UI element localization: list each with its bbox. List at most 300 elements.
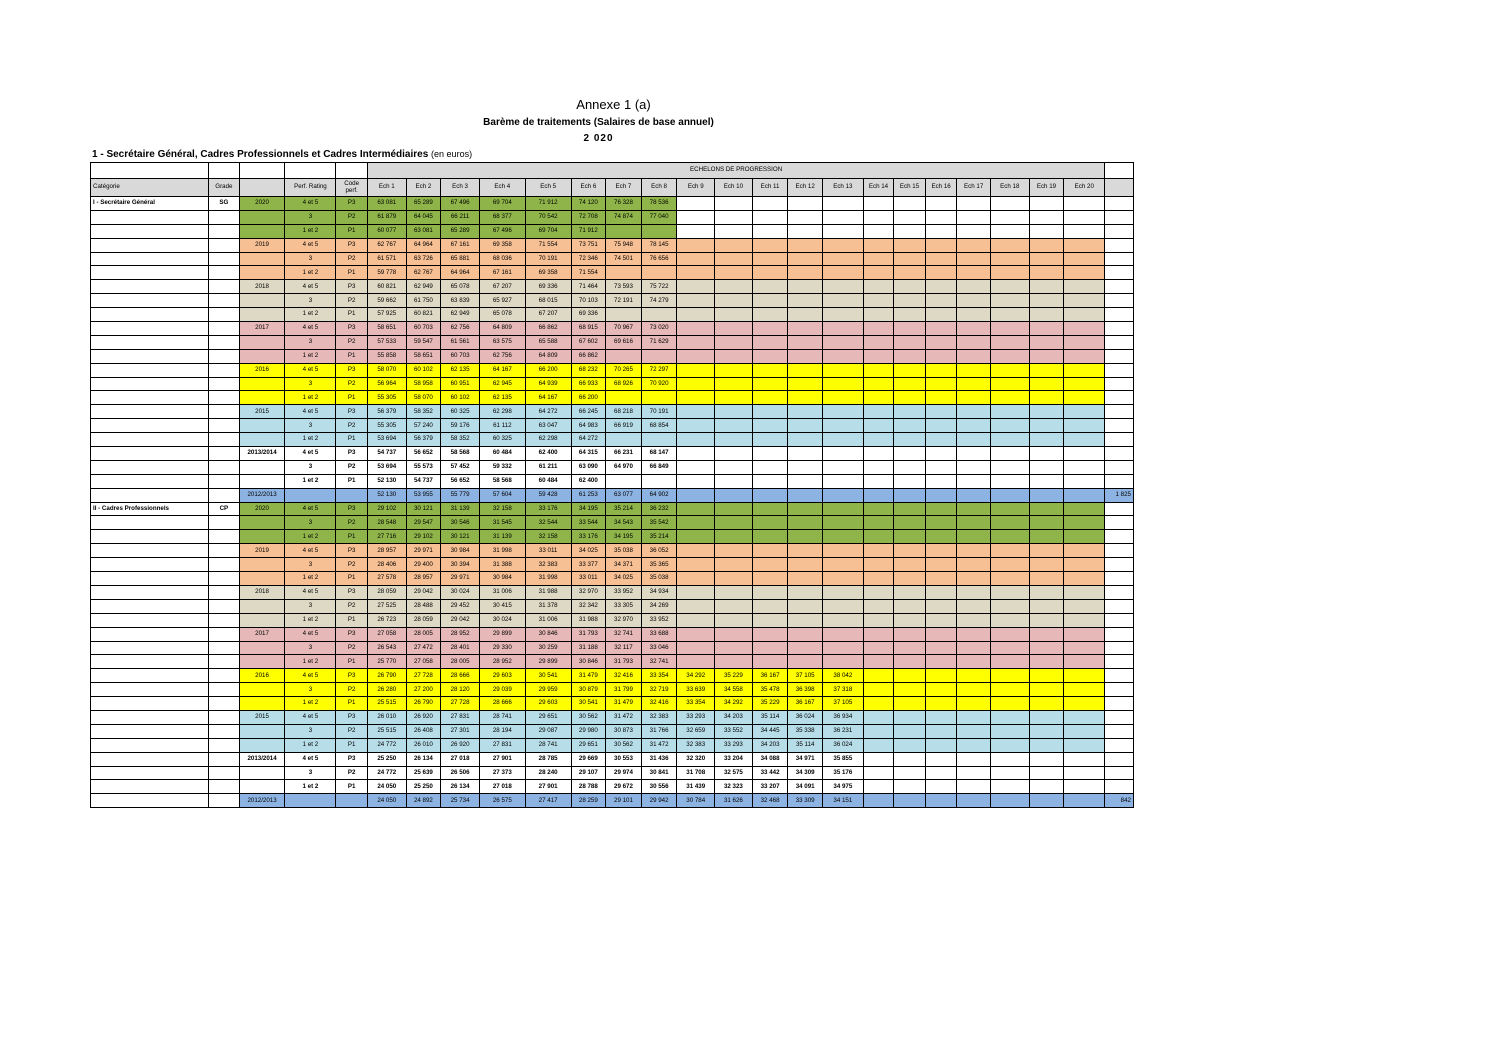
perf-code-cell xyxy=(336,488,368,502)
echelon-value-cell xyxy=(1029,530,1064,544)
echelon-value-cell: 25 250 xyxy=(367,752,406,766)
column-header: Ech 12 xyxy=(788,179,823,197)
echelon-value-cell: 58 958 xyxy=(406,377,441,391)
echelon-value-cell xyxy=(677,530,715,544)
echelon-value-cell xyxy=(788,585,823,599)
echelon-value-cell xyxy=(1029,544,1064,558)
echelon-value-cell: 69 704 xyxy=(479,197,525,211)
echelon-value-cell: 66 200 xyxy=(571,391,606,405)
echelon-value-cell: 34 543 xyxy=(606,516,642,530)
echelon-value-cell: 60 102 xyxy=(441,391,480,405)
category-cell xyxy=(91,697,209,711)
header-blank-cell xyxy=(336,163,368,179)
echelon-value-cell xyxy=(677,238,715,252)
category-cell xyxy=(91,669,209,683)
grade-cell xyxy=(209,683,240,697)
echelon-value-cell xyxy=(822,447,863,461)
echelon-value-cell xyxy=(894,641,926,655)
echelon-value-cell xyxy=(788,349,823,363)
echelon-value-cell xyxy=(925,655,957,669)
grade-cell xyxy=(209,280,240,294)
echelon-value-cell xyxy=(894,724,926,738)
column-header: Grade xyxy=(209,179,240,197)
echelon-value-cell xyxy=(863,697,894,711)
echelon-value-cell xyxy=(1064,433,1105,447)
echelon-value-cell xyxy=(925,697,957,711)
echelon-value-cell: 74 279 xyxy=(641,294,677,308)
echelon-value-cell: 63 575 xyxy=(479,335,525,349)
echelon-value-cell: 30 541 xyxy=(571,697,606,711)
echelon-value-cell xyxy=(677,585,715,599)
column-header: Ech 13 xyxy=(822,179,863,197)
echelon-value-cell: 26 920 xyxy=(406,710,441,724)
echelon-value-cell xyxy=(1064,766,1105,780)
echelon-value-cell xyxy=(925,280,957,294)
year-cell: 2013/2014 xyxy=(239,447,285,461)
perf-code-cell xyxy=(336,794,368,808)
echelon-value-cell: 58 070 xyxy=(406,391,441,405)
table-row xyxy=(91,780,1134,794)
echelon-value-cell: 28 240 xyxy=(525,766,571,780)
document-title: Annexe 1 (a) xyxy=(576,97,651,112)
difference-cell xyxy=(1105,252,1134,266)
echelon-value-cell: 67 496 xyxy=(479,224,525,238)
echelon-value-cell: 28 741 xyxy=(479,710,525,724)
grade-cell xyxy=(209,377,240,391)
echelon-value-cell xyxy=(894,572,926,586)
echelon-value-cell: 30 553 xyxy=(606,752,642,766)
echelon-value-cell: 36 167 xyxy=(788,697,823,711)
echelon-value-cell xyxy=(863,502,894,516)
echelon-value-cell xyxy=(957,544,991,558)
echelon-value-cell xyxy=(894,322,926,336)
echelon-value-cell xyxy=(677,474,715,488)
category-cell xyxy=(91,752,209,766)
column-header: Ech 15 xyxy=(894,179,926,197)
echelon-value-cell xyxy=(822,627,863,641)
category-cell xyxy=(91,377,209,391)
echelon-value-cell xyxy=(1064,530,1105,544)
echelon-value-cell xyxy=(788,308,823,322)
echelon-value-cell: 28 488 xyxy=(406,599,441,613)
echelon-value-cell: 29 042 xyxy=(441,613,480,627)
grade-cell xyxy=(209,780,240,794)
echelon-value-cell: 35 338 xyxy=(788,724,823,738)
echelon-value-cell: 33 293 xyxy=(715,738,753,752)
echelon-value-cell: 28 952 xyxy=(479,655,525,669)
echelon-value-cell xyxy=(957,585,991,599)
echelon-value-cell: 66 919 xyxy=(606,419,642,433)
echelon-value-cell xyxy=(715,391,753,405)
perf-code-cell: P3 xyxy=(336,544,368,558)
echelon-value-cell: 32 416 xyxy=(606,669,642,683)
grade-cell xyxy=(209,224,240,238)
echelon-value-cell: 68 147 xyxy=(641,447,677,461)
echelon-value-cell: 58 070 xyxy=(367,363,406,377)
echelon-value-cell xyxy=(822,641,863,655)
echelon-value-cell xyxy=(1029,752,1064,766)
echelon-value-cell xyxy=(957,683,991,697)
echelon-value-cell: 26 543 xyxy=(367,641,406,655)
echelon-value-cell: 28 406 xyxy=(367,558,406,572)
echelon-value-cell xyxy=(1064,613,1105,627)
echelon-value-cell xyxy=(715,488,753,502)
echelon-value-cell xyxy=(677,280,715,294)
header-blank-cell xyxy=(209,163,240,179)
echelon-value-cell: 57 533 xyxy=(367,335,406,349)
echelon-value-cell: 32 416 xyxy=(641,697,677,711)
column-header: Ech 20 xyxy=(1064,179,1105,197)
echelon-value-cell xyxy=(1029,558,1064,572)
echelon-value-cell: 31 139 xyxy=(441,502,480,516)
echelon-value-cell xyxy=(990,266,1029,280)
echelon-value-cell xyxy=(606,224,642,238)
echelon-value-cell: 35 176 xyxy=(822,766,863,780)
category-cell xyxy=(91,766,209,780)
column-header: Ech 2 xyxy=(406,179,441,197)
echelon-value-cell xyxy=(715,516,753,530)
echelon-value-cell: 29 651 xyxy=(525,710,571,724)
echelon-value-cell xyxy=(788,516,823,530)
echelon-value-cell: 58 568 xyxy=(479,474,525,488)
category-cell xyxy=(91,724,209,738)
echelon-value-cell xyxy=(863,669,894,683)
echelon-value-cell: 64 045 xyxy=(406,210,441,224)
echelon-value-cell: 71 912 xyxy=(571,224,606,238)
echelon-value-cell xyxy=(894,294,926,308)
echelon-value-cell: 33 204 xyxy=(715,752,753,766)
echelon-value-cell: 57 240 xyxy=(406,419,441,433)
echelon-value-cell: 59 662 xyxy=(367,294,406,308)
echelon-value-cell: 65 881 xyxy=(441,252,480,266)
table-row xyxy=(91,794,1134,808)
echelon-value-cell xyxy=(863,419,894,433)
echelon-value-cell: 62 767 xyxy=(406,266,441,280)
perf-rating-cell: 1 et 2 xyxy=(285,530,336,544)
echelon-value-cell xyxy=(925,724,957,738)
echelon-value-cell: 35 229 xyxy=(715,669,753,683)
echelon-value-cell xyxy=(925,641,957,655)
difference-cell xyxy=(1105,405,1134,419)
grade-cell xyxy=(209,363,240,377)
echelon-value-cell: 36 231 xyxy=(822,724,863,738)
echelon-value-cell xyxy=(752,308,788,322)
table-row xyxy=(91,391,1134,405)
column-header xyxy=(1105,179,1134,197)
echelon-value-cell xyxy=(894,280,926,294)
echelon-value-cell xyxy=(752,433,788,447)
echelon-value-cell: 29 899 xyxy=(525,655,571,669)
echelon-value-cell xyxy=(957,377,991,391)
echelon-value-cell: 64 939 xyxy=(525,377,571,391)
echelon-value-cell: 52 130 xyxy=(367,488,406,502)
echelon-value-cell xyxy=(1029,349,1064,363)
echelon-value-cell: 27 728 xyxy=(406,669,441,683)
echelon-value-cell xyxy=(957,433,991,447)
echelon-value-cell: 28 741 xyxy=(525,738,571,752)
perf-code-cell: P1 xyxy=(336,433,368,447)
echelon-value-cell: 62 945 xyxy=(479,377,525,391)
echelon-value-cell xyxy=(641,308,677,322)
grade-cell xyxy=(209,294,240,308)
echelon-value-cell: 56 652 xyxy=(441,474,480,488)
echelon-value-cell: 34 292 xyxy=(715,697,753,711)
grade-cell: SG xyxy=(209,197,240,211)
echelon-value-cell xyxy=(1029,419,1064,433)
echelon-value-cell: 28 120 xyxy=(441,683,480,697)
echelon-value-cell xyxy=(641,266,677,280)
echelon-value-cell xyxy=(752,391,788,405)
echelon-value-cell xyxy=(788,447,823,461)
echelon-value-cell xyxy=(752,460,788,474)
echelon-value-cell xyxy=(957,599,991,613)
echelon-value-cell: 34 292 xyxy=(677,669,715,683)
echelon-value-cell: 30 541 xyxy=(525,669,571,683)
echelon-value-cell xyxy=(788,391,823,405)
difference-cell xyxy=(1105,224,1134,238)
perf-code-cell: P1 xyxy=(336,224,368,238)
echelon-value-cell xyxy=(1029,669,1064,683)
grade-cell xyxy=(209,308,240,322)
echelon-value-cell: 29 669 xyxy=(571,752,606,766)
year-cell: 2020 xyxy=(239,502,285,516)
echelon-value-cell: 30 846 xyxy=(525,627,571,641)
echelon-value-cell: 71 464 xyxy=(571,280,606,294)
echelon-value-cell xyxy=(1064,752,1105,766)
echelon-value-cell: 31 006 xyxy=(525,613,571,627)
echelon-value-cell xyxy=(957,419,991,433)
perf-rating-cell: 4 et 5 xyxy=(285,585,336,599)
echelon-value-cell xyxy=(788,419,823,433)
echelon-value-cell xyxy=(894,405,926,419)
perf-rating-cell: 3 xyxy=(285,516,336,530)
echelon-value-cell: 30 259 xyxy=(525,641,571,655)
difference-cell xyxy=(1105,613,1134,627)
echelon-value-cell xyxy=(822,558,863,572)
echelon-value-cell: 28 666 xyxy=(441,669,480,683)
perf-code-cell: P1 xyxy=(336,738,368,752)
echelon-value-cell xyxy=(863,238,894,252)
echelon-value-cell xyxy=(1064,474,1105,488)
echelon-value-cell xyxy=(822,516,863,530)
echelon-value-cell xyxy=(894,308,926,322)
echelon-value-cell xyxy=(990,655,1029,669)
table-row xyxy=(91,335,1134,349)
difference-cell xyxy=(1105,294,1134,308)
difference-cell xyxy=(1105,516,1134,530)
echelon-value-cell xyxy=(925,419,957,433)
echelon-value-cell: 72 346 xyxy=(571,252,606,266)
echelon-value-cell xyxy=(894,516,926,530)
echelon-value-cell: 64 809 xyxy=(525,349,571,363)
echelon-value-cell: 33 354 xyxy=(641,669,677,683)
column-header: Ech 10 xyxy=(715,179,753,197)
echelon-value-cell xyxy=(752,641,788,655)
echelon-value-cell: 55 779 xyxy=(441,488,480,502)
echelon-value-cell xyxy=(822,363,863,377)
category-cell xyxy=(91,266,209,280)
perf-rating-cell: 3 xyxy=(285,599,336,613)
echelon-value-cell xyxy=(715,447,753,461)
echelon-value-cell: 65 078 xyxy=(441,280,480,294)
echelon-value-cell xyxy=(925,599,957,613)
echelon-value-cell: 31 799 xyxy=(606,683,642,697)
echelon-value-cell xyxy=(925,488,957,502)
echelon-value-cell: 31 793 xyxy=(606,655,642,669)
echelon-value-cell xyxy=(894,224,926,238)
column-header: Ech 8 xyxy=(641,179,677,197)
echelon-value-cell xyxy=(894,655,926,669)
echelon-value-cell: 60 821 xyxy=(406,308,441,322)
document-year: 2 020 xyxy=(583,133,614,144)
category-cell xyxy=(91,738,209,752)
perf-rating-cell: 1 et 2 xyxy=(285,266,336,280)
year-cell xyxy=(239,335,285,349)
table-row xyxy=(91,447,1134,461)
echelon-value-cell: 31 439 xyxy=(677,780,715,794)
echelon-value-cell: 28 401 xyxy=(441,641,480,655)
echelon-value-cell xyxy=(822,322,863,336)
grade-cell xyxy=(209,419,240,433)
echelon-value-cell xyxy=(990,474,1029,488)
echelon-value-cell: 64 167 xyxy=(525,391,571,405)
echelon-value-cell xyxy=(894,738,926,752)
table-row xyxy=(91,627,1134,641)
column-header: Ech 11 xyxy=(752,179,788,197)
echelon-value-cell: 73 593 xyxy=(606,280,642,294)
echelon-value-cell xyxy=(788,197,823,211)
echelon-value-cell xyxy=(715,585,753,599)
echelon-value-cell xyxy=(677,322,715,336)
echelon-value-cell xyxy=(822,335,863,349)
difference-cell xyxy=(1105,599,1134,613)
echelon-value-cell xyxy=(1064,683,1105,697)
echelon-value-cell xyxy=(990,683,1029,697)
echelon-value-cell: 64 964 xyxy=(441,266,480,280)
category-cell xyxy=(91,224,209,238)
echelon-value-cell xyxy=(957,197,991,211)
echelon-value-cell xyxy=(715,433,753,447)
echelon-value-cell: 75 722 xyxy=(641,280,677,294)
echelon-value-cell: 25 770 xyxy=(367,655,406,669)
perf-code-cell: P3 xyxy=(336,238,368,252)
echelon-value-cell xyxy=(677,294,715,308)
echelon-value-cell: 63 090 xyxy=(571,460,606,474)
echelon-value-cell: 27 058 xyxy=(367,627,406,641)
echelon-value-cell: 30 121 xyxy=(406,502,441,516)
echelon-value-cell: 31 793 xyxy=(571,627,606,641)
section-heading-text: 1 - Secrétaire Général, Cadres Professionnels et Cadres Intermédiaires xyxy=(92,149,429,160)
perf-code-cell: P1 xyxy=(336,391,368,405)
echelon-value-cell xyxy=(1029,238,1064,252)
difference-cell xyxy=(1105,572,1134,586)
echelon-value-cell: 37 105 xyxy=(788,669,823,683)
grade-cell xyxy=(209,474,240,488)
category-cell xyxy=(91,655,209,669)
echelon-value-cell: 25 515 xyxy=(367,724,406,738)
echelon-value-cell: 31 436 xyxy=(641,752,677,766)
echelon-value-cell: 67 207 xyxy=(525,308,571,322)
echelon-value-cell xyxy=(990,766,1029,780)
header-blank-cell xyxy=(91,163,209,179)
echelon-value-cell: 35 114 xyxy=(788,738,823,752)
echelon-value-cell: 66 862 xyxy=(571,349,606,363)
echelon-value-cell: 60 951 xyxy=(441,377,480,391)
year-cell xyxy=(239,224,285,238)
echelon-value-cell: 66 200 xyxy=(525,363,571,377)
table-row xyxy=(91,280,1134,294)
echelon-value-cell: 29 942 xyxy=(641,794,677,808)
echelon-value-cell: 58 352 xyxy=(406,405,441,419)
salary-scale-table xyxy=(90,162,1134,808)
echelon-value-cell xyxy=(957,655,991,669)
grade-cell xyxy=(209,238,240,252)
echelon-value-cell: 72 191 xyxy=(606,294,642,308)
echelon-value-cell: 72 297 xyxy=(641,363,677,377)
echelon-value-cell: 62 767 xyxy=(367,238,406,252)
year-cell xyxy=(239,613,285,627)
echelon-value-cell: 27 200 xyxy=(406,683,441,697)
echelon-value-cell xyxy=(677,377,715,391)
grade-cell xyxy=(209,710,240,724)
echelon-value-cell xyxy=(1029,585,1064,599)
echelon-value-cell: 69 616 xyxy=(606,335,642,349)
echelon-value-cell: 59 547 xyxy=(406,335,441,349)
echelon-value-cell xyxy=(990,294,1029,308)
echelon-value-cell xyxy=(863,391,894,405)
echelon-value-cell xyxy=(957,266,991,280)
perf-code-cell: P2 xyxy=(336,377,368,391)
echelon-value-cell xyxy=(788,433,823,447)
echelon-value-cell: 69 336 xyxy=(525,280,571,294)
echelon-value-cell xyxy=(863,585,894,599)
echelon-value-cell xyxy=(822,280,863,294)
year-cell: 2019 xyxy=(239,544,285,558)
echelon-value-cell: 61 879 xyxy=(367,210,406,224)
echelon-value-cell: 26 280 xyxy=(367,683,406,697)
echelon-value-cell xyxy=(677,641,715,655)
echelon-value-cell xyxy=(1064,224,1105,238)
echelon-value-cell xyxy=(788,572,823,586)
echelon-value-cell: 32 158 xyxy=(525,530,571,544)
perf-rating-cell: 1 et 2 xyxy=(285,391,336,405)
year-cell: 2018 xyxy=(239,585,285,599)
echelon-value-cell: 32 741 xyxy=(641,655,677,669)
echelon-value-cell xyxy=(606,266,642,280)
perf-code-cell: P2 xyxy=(336,558,368,572)
table-row xyxy=(91,294,1134,308)
perf-code-cell: P3 xyxy=(336,280,368,294)
perf-code-cell: P2 xyxy=(336,335,368,349)
difference-cell xyxy=(1105,391,1134,405)
echelon-value-cell xyxy=(1064,308,1105,322)
year-cell xyxy=(239,294,285,308)
echelon-value-cell: 30 879 xyxy=(571,683,606,697)
echelon-value-cell xyxy=(925,530,957,544)
echelon-value-cell xyxy=(788,322,823,336)
echelon-value-cell xyxy=(957,794,991,808)
echelon-value-cell: 28 952 xyxy=(441,627,480,641)
echelon-value-cell xyxy=(715,280,753,294)
echelon-value-cell: 55 573 xyxy=(406,460,441,474)
echelon-value-cell: 29 971 xyxy=(441,572,480,586)
echelon-value-cell: 32 575 xyxy=(715,766,753,780)
echelon-value-cell: 24 772 xyxy=(367,766,406,780)
category-cell: I - Secrétaire Général xyxy=(91,197,209,211)
echelon-value-cell xyxy=(990,530,1029,544)
echelon-value-cell xyxy=(715,210,753,224)
echelon-value-cell xyxy=(1029,613,1064,627)
